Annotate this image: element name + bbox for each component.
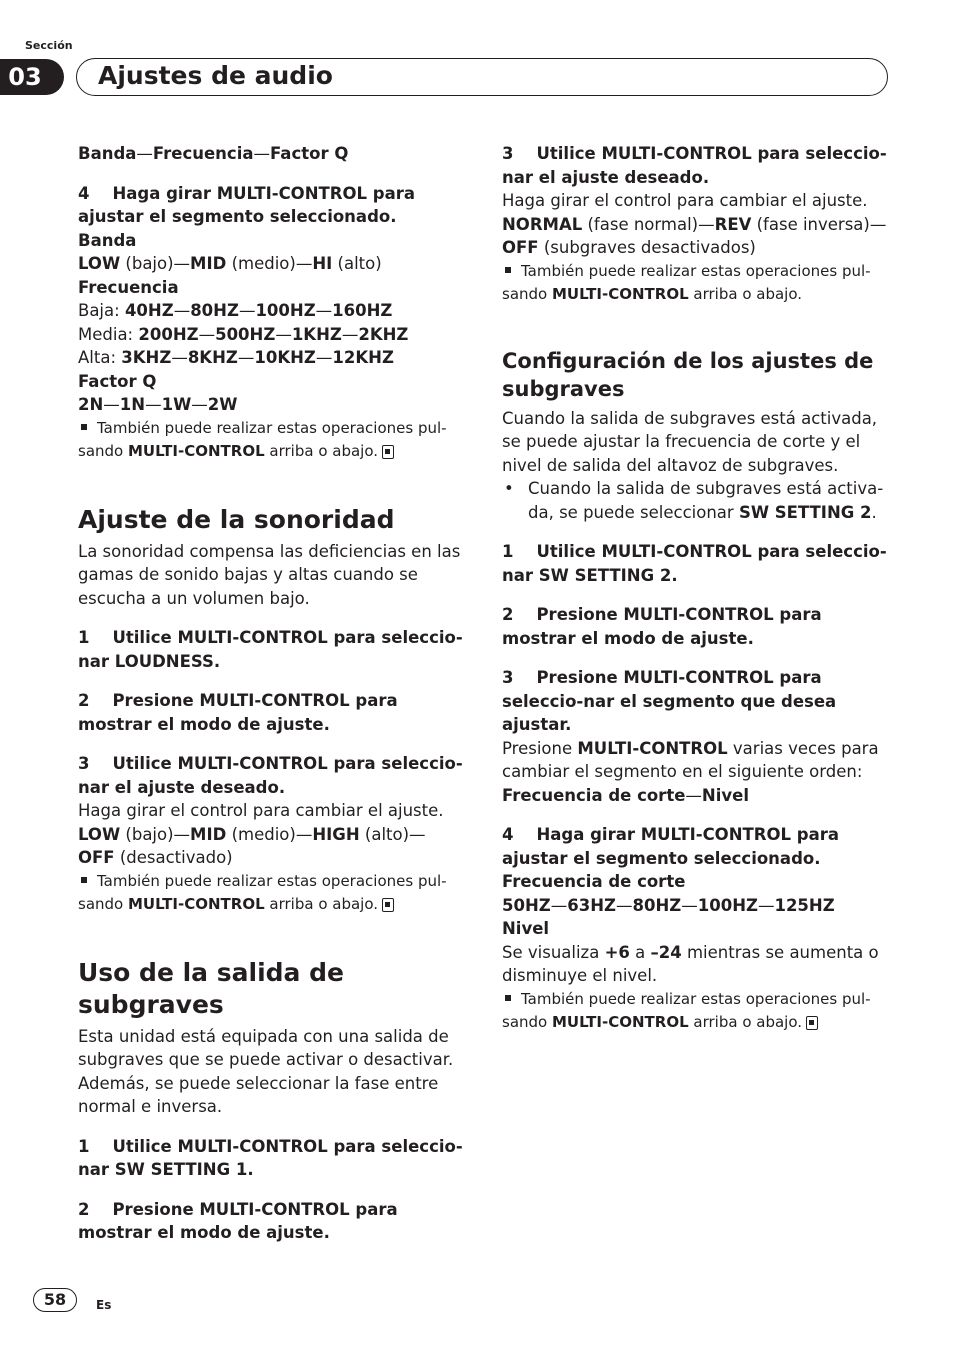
subgraves-step-1: 1 Utilice MULTI-CONTROL para seleccio-nar SW SETTING 1. xyxy=(78,1136,463,1179)
nivel-label: Nivel xyxy=(502,919,550,938)
sonoridad-step-3-body: Haga girar el control para cambiar el ajuste. xyxy=(78,801,444,820)
config-step-2: 2 Presione MULTI-CONTROL para mostrar el modo de ajuste. xyxy=(502,605,822,648)
left-column xyxy=(78,142,470,1245)
sonoridad-values: LOW (bajo)—MID (medio)—HIGH (alto)— OFF (desactivado) xyxy=(78,824,426,867)
sonoridad-step-1: 1 Utilice MULTI-CONTROL para seleccio-nar LOUDNESS. xyxy=(78,628,463,671)
page-number: 58 xyxy=(33,1288,77,1312)
bullet-dot-icon: • xyxy=(504,479,514,498)
nivel-body: Se visualiza +6 a –24 mientras se aumenta o disminuye el nivel. xyxy=(502,942,879,985)
step-4-heading: 4 Haga girar MULTI-CONTROL para ajustar el segmento seleccionado. xyxy=(78,183,415,226)
banda-label: Banda xyxy=(78,230,137,250)
subgraves-step-2: 2 Presione MULTI-CONTROL para mostrar el modo de ajuste. xyxy=(78,1199,398,1242)
sonoridad-note: También puede realizar estas operaciones pul-sando MULTI-CONTROL arriba o abajo. xyxy=(78,871,447,913)
config-order: Frecuencia de corte—Nivel xyxy=(502,785,749,805)
note-square-icon xyxy=(81,877,87,883)
sonoridad-step-2: 2 Presione MULTI-CONTROL para mostrar el modo de ajuste. xyxy=(78,691,398,734)
end-mark-icon xyxy=(382,445,394,459)
right-step-3-body: Haga girar el control para cambiar el ajuste. xyxy=(502,191,868,210)
note-square-icon xyxy=(505,267,511,273)
config-note: También puede realizar estas operaciones pul-sando MULTI-CONTROL arriba o abajo. xyxy=(502,989,871,1031)
config-step-1: 1 Utilice MULTI-CONTROL para seleccio-nar SW SETTING 2. xyxy=(502,542,887,585)
heading-sonoridad: Ajuste de la sonoridad xyxy=(78,504,395,534)
config-intro: Cuando la salida de subgraves está activada, se puede ajustar la frecuencia de corte y el nivel de salida del altavoz de subgraves. xyxy=(502,408,878,475)
section-number-badge: 03 xyxy=(0,59,64,95)
cutoff-values: 50HZ—63HZ—80HZ—100HZ—125HZ xyxy=(502,895,835,915)
language-code: Es xyxy=(96,1298,112,1312)
end-mark-icon xyxy=(806,1016,818,1030)
banda-values: LOW (bajo)—MID (medio)—HI (alto) xyxy=(78,254,382,273)
right-column xyxy=(502,142,894,1035)
frecuencia-baja: Baja: 40HZ—80HZ—100HZ—160HZ xyxy=(78,301,393,320)
factor-q-label: Factor Q xyxy=(78,371,157,391)
section-title: Ajustes de audio xyxy=(98,61,333,90)
cutoff-label: Frecuencia de corte xyxy=(502,872,686,891)
right-step-3: 3 Utilice MULTI-CONTROL para seleccio-nar el ajuste deseado. xyxy=(502,144,887,187)
note-square-icon xyxy=(81,424,87,430)
sonoridad-step-3: 3 Utilice MULTI-CONTROL para seleccio-nar el ajuste deseado. xyxy=(78,754,463,797)
config-step-3-body: Presione MULTI-CONTROL varias veces para cambiar el segmento en el siguiente orden: xyxy=(502,738,879,781)
factor-q-values: 2N—1N—1W—2W xyxy=(78,395,238,414)
frecuencia-alta: Alta: 3KHZ—8KHZ—10KHZ—12KHZ xyxy=(78,348,394,367)
subgraves-intro: Esta unidad está equipada con una salida de subgraves que se puede activar o desactivar. Además, se puede seleccionar la fase entre normal e inversa. xyxy=(78,1026,454,1116)
config-bullet: • Cuando la salida de subgraves está activa-da, se puede seleccionar SW SETTING 2. xyxy=(504,479,884,522)
phase-values: NORMAL (fase normal)—REV (fase inversa)— OFF (subgraves desactivados) xyxy=(502,214,887,257)
note-1: También puede realizar estas operaciones pul-sando MULTI-CONTROL arriba o abajo. xyxy=(78,418,447,460)
right-note-1: También puede realizar estas operaciones pul-sando MULTI-CONTROL arriba o abajo. xyxy=(502,261,871,303)
band-sequence: Banda—Frecuencia—Factor Q xyxy=(78,144,349,163)
heading-subgraves: Uso de la salida de subgraves xyxy=(78,957,344,1019)
config-step-4: 4 Haga girar MULTI-CONTROL para ajustar el segmento seleccionado. xyxy=(502,825,839,868)
frecuencia-label: Frecuencia xyxy=(78,277,179,297)
config-step-3: 3 Presione MULTI-CONTROL para seleccio-nar el segmento que desea ajustar. xyxy=(502,668,837,734)
frecuencia-media: Media: 200HZ—500HZ—1KHZ—2KHZ xyxy=(78,324,409,344)
note-square-icon xyxy=(505,995,511,1001)
seccion-label: Sección xyxy=(25,39,73,52)
end-mark-icon xyxy=(382,898,394,912)
sonoridad-intro: La sonoridad compensa las deficiencias en las gamas de sonido bajas y altas cuando se escucha a un volumen bajo. xyxy=(78,541,461,608)
heading-config-subgraves: Configuración de los ajustes de subgraves xyxy=(502,348,874,401)
